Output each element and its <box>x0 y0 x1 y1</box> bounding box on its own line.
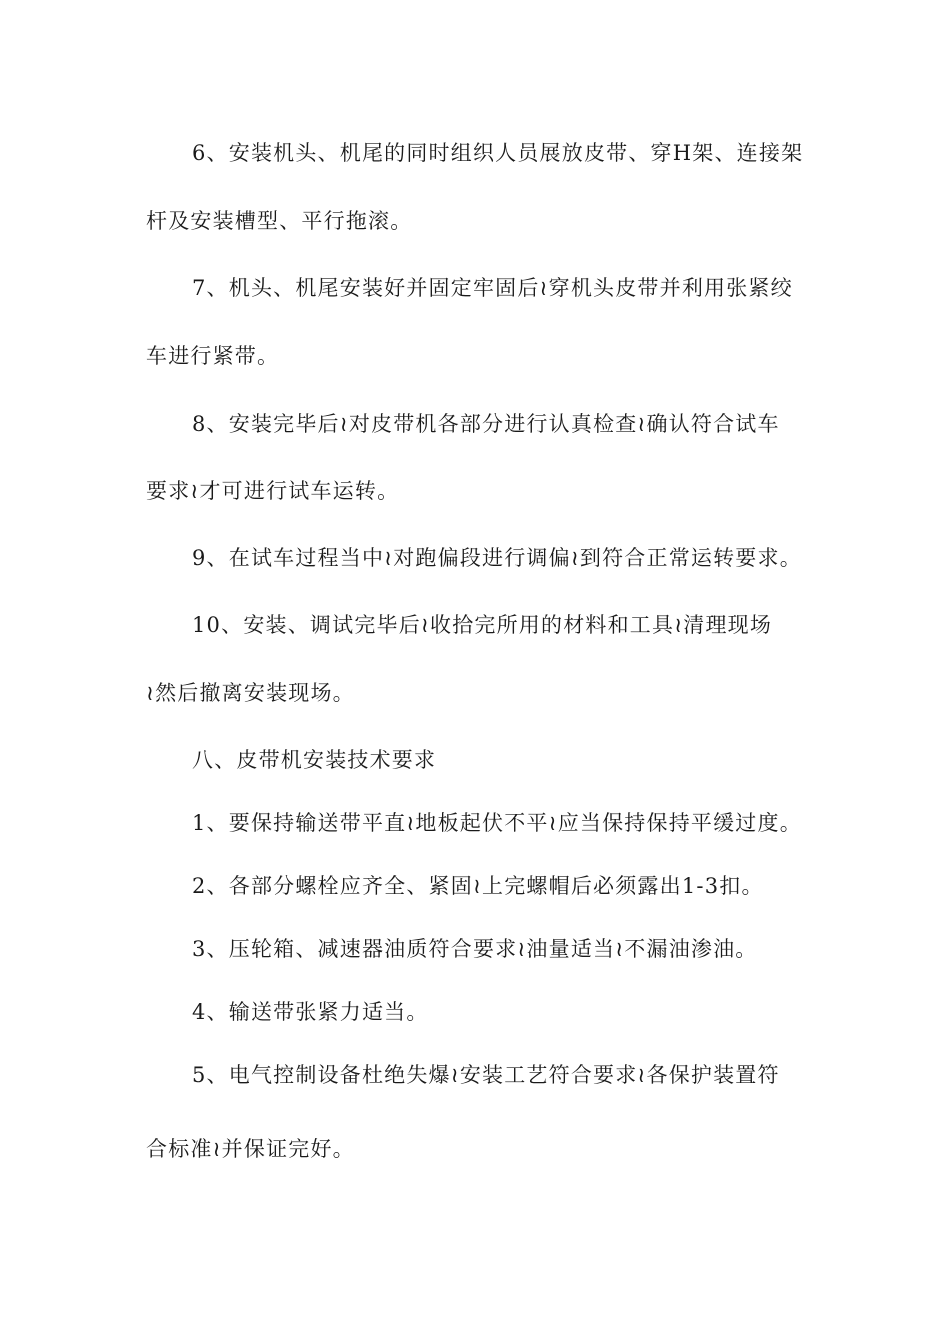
requirement-1: 1、要保持输送带平直≀地板起伏不平≀应当保持保持平缓过度。 <box>192 811 802 835</box>
paragraph-9: 9、在试车过程当中≀对跑偏段进行调偏≀到符合正常运转要求。 <box>192 546 802 570</box>
paragraph-7-line-2: 车进行紧带。 <box>146 344 280 368</box>
paragraph-6-line-1: 6、安装机头、机尾的同时组织人员展放皮带、穿H架、连接架 <box>192 141 804 165</box>
section-heading: 八、皮带机安装技术要求 <box>192 748 437 772</box>
paragraph-8-line-2: 要求≀才可进行试车运转。 <box>146 479 400 503</box>
paragraph-10-line-2: ≀然后撤离安装现场。 <box>146 681 355 705</box>
paragraph-8-line-1: 8、安装完毕后≀对皮带机各部分进行认真检查≀确认符合试车 <box>192 412 780 436</box>
requirement-4: 4、输送带张紧力适当。 <box>192 1000 429 1024</box>
paragraph-10-line-1: 10、安装、调试完毕后≀收拾完所用的材料和工具≀清理现场 <box>192 613 773 637</box>
requirement-5-line-2: 合标准≀并保证完好。 <box>146 1137 355 1161</box>
requirement-3: 3、压轮箱、减速器油质符合要求≀油量适当≀不漏油渗油。 <box>192 937 758 961</box>
requirement-5-line-1: 5、电气控制设备杜绝失爆≀安装工艺符合要求≀各保护装置符 <box>192 1063 780 1087</box>
paragraph-6-line-2: 杆及安装槽型、平行拖滚。 <box>146 209 413 233</box>
requirement-2: 2、各部分螺栓应齐全、紧固≀上完螺帽后必须露出1-3扣。 <box>192 874 764 898</box>
paragraph-7-line-1: 7、机头、机尾安装好并固定牢固后≀穿机头皮带并利用张紧绞 <box>192 276 793 300</box>
